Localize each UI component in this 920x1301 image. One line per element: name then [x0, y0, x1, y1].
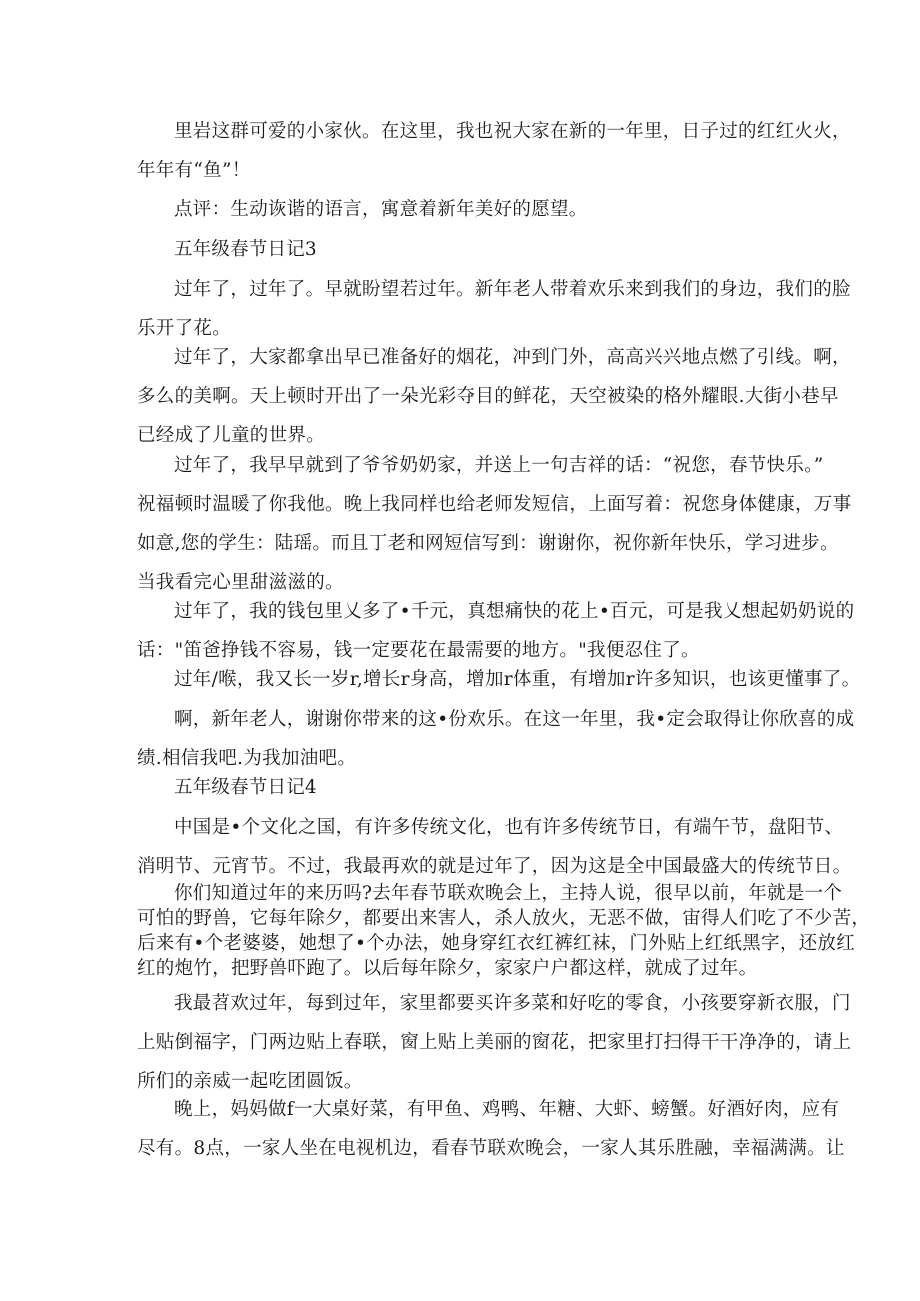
- text-line: 晚上，妈妈做f一大桌好菜，有甲鱼、鸡鸭、年糖、大虾、螃蟹。好酒好肉，应有: [174, 1099, 840, 1120]
- paragraph-3-6: [137, 706, 855, 772]
- paragraph-4-2: [137, 882, 871, 981]
- text-line: 当我看完心里甜滋滋的。: [137, 572, 344, 593]
- text-line: 过年/喉，我又长一岁r,增长r身高，增加r体重，有增加r许多知识，也该更懂事了。: [174, 669, 861, 690]
- text-line: 可怕的野兽，它每年除夕，都要出来害人，杀人放火，无恶不做，宙得人们吃了不少苦，: [137, 908, 871, 929]
- text-line: 过年了，大家都拿出早已准备好的烟花，冲到门外，高高兴兴地点燃了引线。啊，: [174, 347, 851, 368]
- paragraph-3-5: [174, 666, 861, 693]
- text-line: 我最苕欢过年，每到过年，家里都要买许多菜和好吃的零食，小孩要穿新衣服，门: [174, 993, 851, 1014]
- text-line: 红的炮竹，把野兽吓跑了。以后每年除夕，家家户户都这样，就成了过年。: [137, 958, 758, 979]
- paragraph-4-3: [137, 990, 852, 1095]
- paragraph-3-4: [137, 598, 855, 664]
- text-line: 中国是•个文化之国，有许多传统文化，也有许多传统节日，有端午节，盘阳节、: [174, 817, 844, 838]
- text-line: 多么的美啊。天上顿时开出了一朵光彩夺目的鲜花，天空被染的格外耀眼.大街小巷早: [137, 386, 839, 407]
- text-line: 年年有“鱼”！: [137, 160, 251, 181]
- text-line: 过年了，过年了。早就盼望若过年。新年老人带着欢乐来到我们的身边，我们的脸: [174, 279, 851, 300]
- text-line: 过年了，我的钱包里乂多了•千元，真想痛快的花上•百元，可是我乂想起奶奶说的: [174, 601, 855, 622]
- section-heading: 五年级春节日记4: [174, 777, 317, 798]
- text-line: 如意,您的学生：陆瑶。而且丁老和网短信写到：谢谢你，祝你新年快乐，学习进步。: [137, 533, 839, 554]
- section-heading: 五年级春节日记3: [174, 239, 317, 260]
- text-line: 所们的亲威一起吃团圆饭。: [137, 1071, 363, 1092]
- text-line: 乐开了花。: [137, 318, 232, 339]
- text-line: 上贴倒福字，门两边贴上春联，窗上贴上美丽的窗花，把家里打扫得干干净净的，请上: [137, 1032, 852, 1053]
- text-line: 尽有。8点，一家人坐在电视机边，看春节联欢晚会，一家人其乐胜融，幸福满满。让: [137, 1138, 845, 1159]
- text-line: 祝福顿时温暖了你我他。晚上我同样也给老师发短信，上面写着：祝您身体健康，万事: [137, 494, 852, 515]
- text-line: 啊，新年老人，谢谢你带来的这•份欢乐。在这一年里，我•定会取得让你欣喜的成: [174, 709, 855, 730]
- paragraph-3-3: [137, 452, 852, 596]
- heading-diary-3: [174, 236, 786, 263]
- paragraph-comment: [174, 196, 786, 223]
- text-line: 已经成了儿童的世界。: [137, 425, 326, 446]
- paragraph-3-2: [137, 344, 851, 449]
- text-line: 消明节、元宵节。不过，我最再欢的就是过年了，因为这是全中国最盛大的传统节日。: [137, 856, 852, 877]
- text-line: 过年了，我早早就到了爷爷奶奶家，并送上一句吉祥的话：“祝您，春节快乐。”: [174, 455, 824, 476]
- paragraph-3-1: [137, 276, 851, 342]
- heading-diary-4: [174, 774, 786, 801]
- text-line: 里岩这群可爱的小家伙。在这里，我也祝大家在新的一年里，日子过的红红火火，: [174, 121, 851, 142]
- text-line: 你们知道过年的来历吗?去年春节联欢晚会上，主持人说，很早以前，年就是一个: [174, 883, 843, 904]
- text-line: 点评：生动诙谐的语言，寓意着新年美好的愿望。: [174, 199, 588, 220]
- text-line: 话："笛爸挣钱不容易，钱一定要花在最需要的地方。"我便忍住了。: [137, 640, 700, 661]
- paragraph-4-1: [137, 814, 852, 880]
- paragraph-intro-end: [137, 118, 851, 184]
- text-line: 后来有•个老婆婆，她想了•个办法，她身穿红衣红裤红袜，门外贴上红纸黑字，还放红: [137, 933, 856, 954]
- text-line: 绩.相信我吧.为我加油吧。: [137, 748, 357, 769]
- paragraph-4-4: [137, 1096, 845, 1162]
